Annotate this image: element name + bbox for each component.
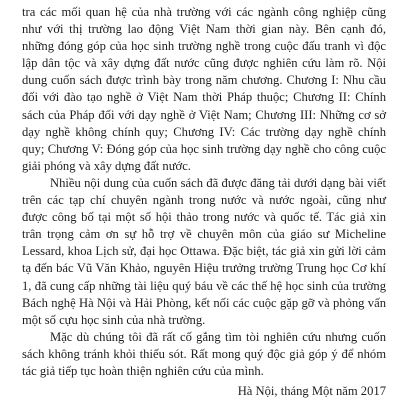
signature-date: Hà Nội, tháng Một năm 2017 xyxy=(237,384,386,399)
paragraph-3: Mặc dù chúng tôi đã rất cố gắng tìm tòi nghiên cứu nhưng cuốn sách không tránh khỏi thiếu sót. Rất mong quý độc giả góp ý để nhóm tác giả tiếp tục hoàn thiện nghiên cứu của mình. xyxy=(22,329,386,378)
paragraph-1: tra các mối quan hệ của nhà trường với các ngành công nghiệp cũng như với thị trường lao động Việt Nam thời gian này. Bên cạnh đó, những đóng góp của học sinh trường nghề trong cuộc đấu tranh vì độc lập dân tộc và xây dựng đất nước cũng được nghiên cứu làm rõ. Nội dung cuốn sách được trình bày trong năm chương. Chương I: Nhu cầu đối với đào tạo nghề ở Việt Nam thời Pháp thuộc; Chương II: Chính sách của Pháp đối với dạy nghề ở Việt Nam; Chương III: Những cơ sở dạy nghề không chính quy; Chương IV: Các trường dạy nghề chính quy; Chương V: Đóng góp của học sinh trường dạy nghề cho công cuộc giải phóng và xây dựng đất nước. xyxy=(22,5,386,173)
paragraph-2: Nhiều nội dung của cuốn sách đã được đăng tải dưới dạng bài viết trên các tạp chí chuyên ngành trong nước và nước ngoài, cũng như được công bố tại một số hội thảo trong nước và quốc tế. Tác giả xin trân trọng cảm ơn sự hỗ trợ về chuyên môn của giáo sư Micheline Lessard, khoa Lịch sử, đại học Ottawa. Đặc biệt, tác giả xin gửi lời cảm tạ đến bác Vũ Văn Khảo, nguyên Hiệu trưởng trường Trung học Cơ khí 1, đã cung cấp những tài liệu quý báu về các thế hệ học sinh của trường Bách nghệ Hà Nội và Hải Phòng, kết nối các cuộc gặp gỡ và phỏng vấn một số cựu học sinh của nhà trường. xyxy=(22,175,386,327)
